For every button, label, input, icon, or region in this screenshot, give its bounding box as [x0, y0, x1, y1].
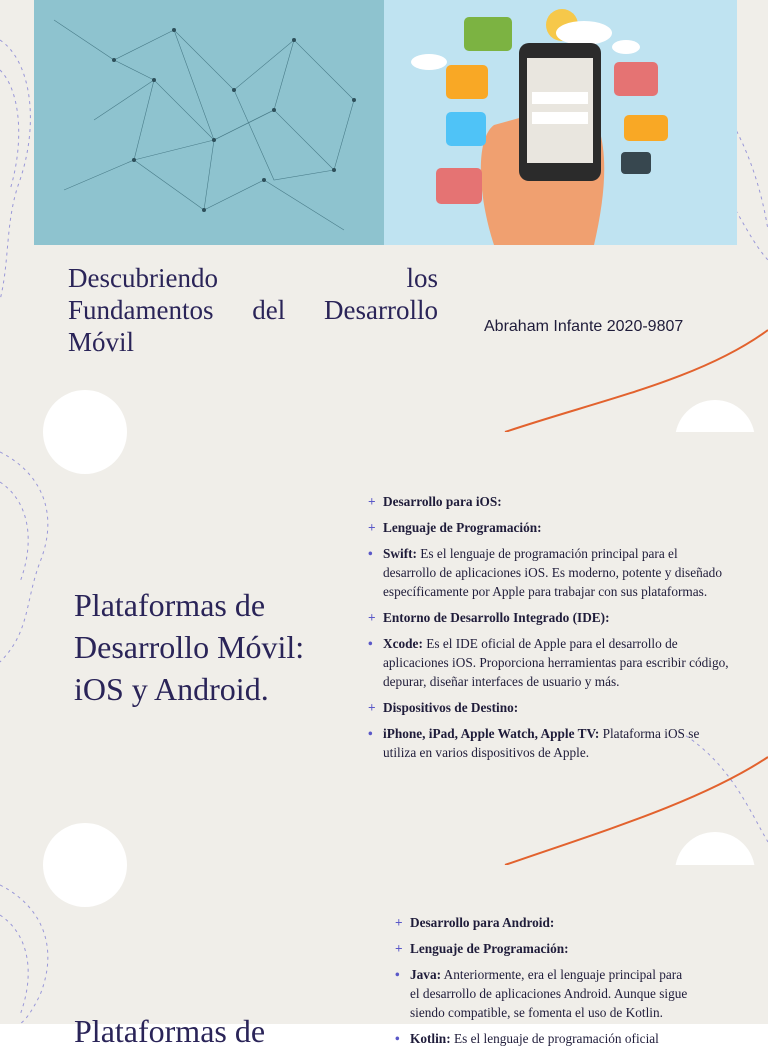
dot-bullet-icon: • [368, 726, 373, 741]
presentation-title [68, 262, 438, 358]
bullet-text: Es el IDE oficial de Apple para el desarrollo de aplicaciones iOS. Proporciona herramientas para escribir código, depurar, diseñar interfaces de usuario y más. [383, 636, 729, 689]
plus-bullet-icon: + [368, 610, 376, 625]
bullet-item [368, 724, 732, 762]
bullet-heading: Lenguaje de Programación: [383, 520, 542, 535]
android-bullet-list [395, 913, 695, 1055]
bullet-text: Anteriormente, era el lenguaje principal para el desarrollo de aplicaciones Android. Aunque sigue siendo compatible, se fomenta el uso de Kotlin. [410, 967, 688, 1020]
bullet-heading: Java: [410, 967, 442, 982]
plus-bullet-icon: + [368, 520, 376, 535]
bullet-item [368, 698, 732, 717]
title-line-3: Móvil [68, 327, 135, 357]
bullet-heading: Xcode: [383, 636, 423, 651]
bullet-text: Es el lenguaje de programación principal para el desarrollo de aplicaciones iOS. Es moderno, potente y diseñado específicamente por Apple para trabajar con sus plataformas. [383, 546, 722, 599]
bullet-item [368, 544, 732, 601]
bullet-heading: Swift: [383, 546, 417, 561]
bullet-item [395, 965, 695, 1022]
mobile-illustration [384, 0, 737, 245]
dot-bullet-icon: • [395, 1031, 400, 1046]
slide-title: Plataformas de [74, 1013, 266, 1049]
dot-bullet-icon: • [395, 967, 400, 982]
slide-ios [0, 432, 768, 865]
bullet-heading: Desarrollo para iOS: [383, 494, 502, 509]
slide-title: Plataformas de Desarrollo Móvil: iOS y Android. [74, 587, 305, 707]
plus-bullet-icon: + [368, 700, 376, 715]
title-line-1: Descubriendo los [68, 263, 438, 293]
bullet-heading: Kotlin: [410, 1031, 451, 1046]
bullet-item [368, 492, 732, 511]
title-line-2: Fundamentos del Desarrollo [68, 295, 438, 325]
network-pattern [34, 0, 384, 245]
plus-bullet-icon: + [395, 941, 403, 956]
bullet-item [395, 1029, 695, 1048]
plus-bullet-icon: + [395, 915, 403, 930]
slide-title [0, 0, 768, 432]
dot-bullet-icon: • [368, 546, 373, 561]
bullet-text: Es el lenguaje de programación oficial [450, 1031, 659, 1046]
bullet-item [395, 913, 695, 932]
bullet-heading: Desarrollo para Android: [410, 915, 555, 930]
bullet-heading: Lenguaje de Programación: [410, 941, 569, 956]
bullet-heading: Dispositivos de Destino: [383, 700, 519, 715]
bullet-heading: Entorno de Desarrollo Integrado (IDE): [383, 610, 610, 625]
bullet-item [395, 939, 695, 958]
bullet-item [368, 518, 732, 537]
ios-bullet-list [368, 492, 732, 769]
slide-android [0, 865, 768, 1049]
dot-bullet-icon: • [368, 636, 373, 651]
bullet-text: Plataforma iOS se utiliza en varios dispositivos de Apple. [383, 726, 700, 760]
hero-image [34, 0, 737, 245]
bullet-heading: iPhone, iPad, Apple Watch, Apple TV: [383, 726, 600, 741]
bullet-item [368, 634, 732, 691]
plus-bullet-icon: + [368, 494, 376, 509]
author-label: Abraham Infante 2020-9807 [484, 318, 684, 335]
bullet-item [368, 608, 732, 627]
